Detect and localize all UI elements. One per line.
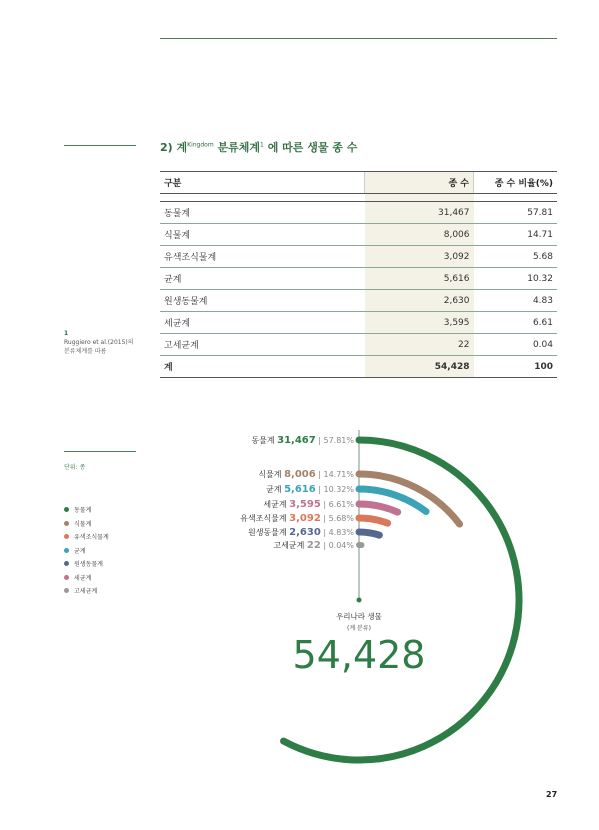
section-title: 2) 계$^{Kingdom}$ 분류체계$^1$ 에 따른 생물 종 수 xyxy=(160,141,358,154)
arc-5 xyxy=(359,518,388,523)
row-ratio: 5.68 xyxy=(474,246,558,268)
row-count: 31,467 xyxy=(365,202,474,224)
total-ratio: 100 xyxy=(474,356,558,378)
arc-label-4: 세균계 3,595 | 6.61% xyxy=(263,499,354,510)
row-count: 3,595 xyxy=(365,312,474,334)
row-name: 균계 xyxy=(160,268,365,290)
row-count: 3,092 xyxy=(365,246,474,268)
center-total-value: 54,428 xyxy=(292,633,426,677)
row-ratio: 14.71 xyxy=(474,224,558,246)
footnote-number: 1 xyxy=(64,330,69,337)
center-sublabel: (계 분류) xyxy=(347,625,371,632)
unit-label: 단위: 종 xyxy=(64,464,86,471)
center-label: 우리나라 생물 xyxy=(336,612,382,621)
arc-label-5: 유색조식물계 3,092 | 5.68% xyxy=(240,513,354,524)
arc-label-7: 고세균계 22 | 0.04% xyxy=(273,540,354,551)
header-ratio: 종 수 비율(%) xyxy=(474,172,558,194)
row-ratio: 6.61 xyxy=(474,312,558,334)
arc-6 xyxy=(359,532,379,535)
total-name: 계 xyxy=(160,356,365,378)
legend-label: 식물계 xyxy=(74,520,92,528)
arc-label-1: 동물계 31,467 | 57.81% xyxy=(251,435,354,446)
row-ratio: 0.04 xyxy=(474,334,558,356)
legend-label: 세균계 xyxy=(74,574,92,582)
arc-4 xyxy=(359,504,398,512)
footnote-line-1: Ruggiero et al.(2015)의 xyxy=(64,339,134,346)
page-number: 27 xyxy=(546,790,558,799)
footnote-line-2: 분류체계를 따름 xyxy=(64,348,107,355)
row-name: 유색조식물계 xyxy=(160,246,365,268)
arc-label-group xyxy=(240,435,354,551)
arc-label-2: 식물계 8,006 | 14.71% xyxy=(258,469,354,480)
center-dot xyxy=(357,598,362,603)
row-name: 동물계 xyxy=(160,202,365,224)
legend-label: 유색조식물계 xyxy=(74,534,109,542)
row-name: 원생동물계 xyxy=(160,290,365,312)
row-name: 세균계 xyxy=(160,312,365,334)
legend-label: 동물계 xyxy=(74,507,92,515)
header-count: 종 수 xyxy=(365,172,474,194)
row-ratio: 10.32 xyxy=(474,268,558,290)
row-count: 8,006 xyxy=(365,224,474,246)
legend-label: 원생동물계 xyxy=(74,561,103,569)
row-ratio: 4.83 xyxy=(474,290,558,312)
legend-label: 고세균계 xyxy=(74,588,98,596)
row-count: 2,630 xyxy=(365,290,474,312)
row-name: 식물계 xyxy=(160,224,365,246)
arc-label-3: 균계 5,616 | 10.32% xyxy=(266,484,354,495)
row-name: 고세균계 xyxy=(160,334,365,356)
legend-label: 균계 xyxy=(74,547,86,555)
arc-label-6: 원생동물계 2,630 | 4.83% xyxy=(247,527,354,538)
row-count: 22 xyxy=(365,334,474,356)
header-category: 구분 xyxy=(160,172,365,194)
total-count: 54,428 xyxy=(365,356,474,378)
row-ratio: 57.81 xyxy=(474,202,558,224)
row-count: 5,616 xyxy=(365,268,474,290)
